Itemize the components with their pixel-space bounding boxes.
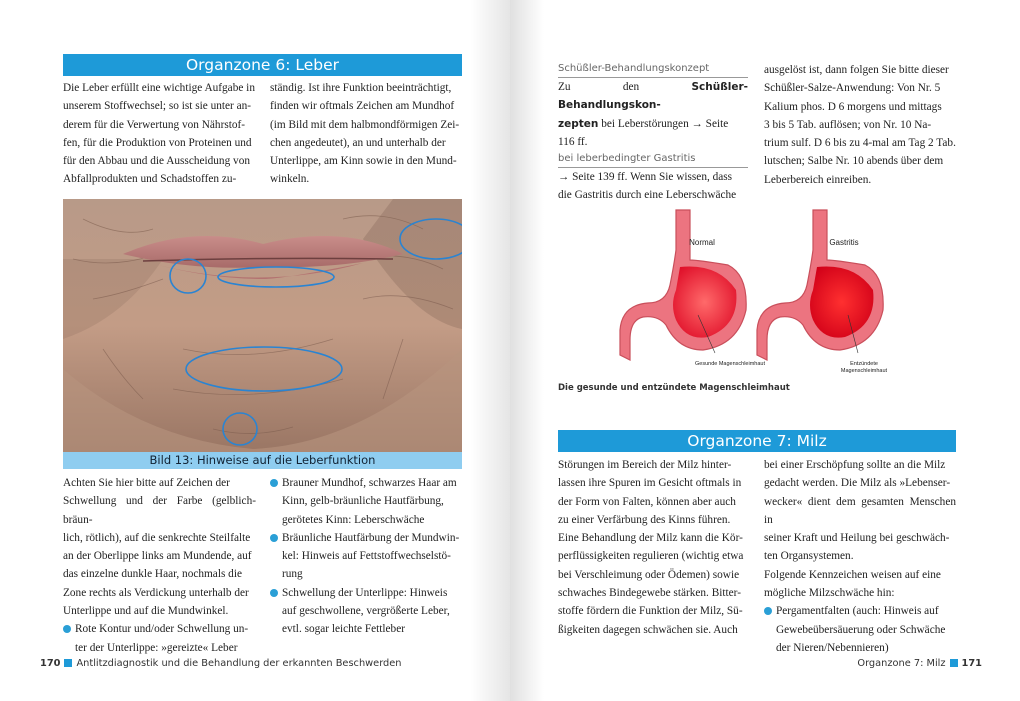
text-column-2 xyxy=(270,79,462,189)
text-line: derem für die Verwertung von Nährstof- xyxy=(63,118,246,131)
footer-left xyxy=(40,658,402,669)
text-line: bei Verschleimung oder Ödemen) sowie xyxy=(558,568,740,581)
subheading: bei leberbedingter Gastritis xyxy=(558,151,748,168)
bullet-item: Bräunliche Hautfärbung der Mundwin- xyxy=(270,529,462,547)
face-photo xyxy=(63,199,462,452)
text-line: seiner Kraft und Heilung bei geschwäch- xyxy=(764,532,950,545)
text-line: Störungen im Bereich der Milz hinter- xyxy=(558,459,732,471)
text-line: Folgende Kennzeichen weisen auf eine xyxy=(764,568,941,581)
text-line: Abfallprodukten und Schadstoffen zu- xyxy=(63,173,237,186)
text-line: der Nieren/Nebennieren) xyxy=(776,641,889,654)
text-line: an der Oberlippe links am Mundende, auf xyxy=(63,550,252,563)
text-line: ausgelöst ist, dann folgen Sie bitte dieser xyxy=(764,64,949,76)
stomach-gastritis xyxy=(757,210,883,360)
text-line: perflüssigkeiten regulieren (wichtig etwa xyxy=(558,550,744,563)
text-line: ständig. Ist ihre Funktion beeinträchtigt, xyxy=(270,82,452,94)
text-line: Achten Sie hier bitte auf Zeichen der xyxy=(63,477,230,489)
bullet-item: Brauner Mundhof, schwarzes Haar am xyxy=(270,474,462,492)
text-span: bei Leberstörungen → Seite xyxy=(598,117,729,130)
text-line: trium sulf. D 6 bis zu 4-mal am Tag 2 Tab. xyxy=(764,137,956,150)
text-line: zu einer Verfärbung des Kinns führen. xyxy=(558,513,731,526)
stomach-figure xyxy=(618,205,908,380)
face-illustration xyxy=(63,199,462,452)
text-line: Leberbereich einreiben. xyxy=(764,173,872,186)
text-line: schwaches Bindegewebe stärken. Bitter- xyxy=(558,587,741,600)
text-line: Unterlippe und auf die Mundwinkel. xyxy=(63,605,229,618)
gutter-shadow xyxy=(510,0,544,701)
text-line: rung xyxy=(282,568,303,581)
text-line: winkeln. xyxy=(270,173,310,186)
text-line: gerötetes Kinn: Leberschwäche xyxy=(282,513,425,526)
text-line: ßigkeiten dagegen schwächen sie. Auch xyxy=(558,623,738,636)
text-line: 116 ff. xyxy=(558,135,588,148)
bullet-item: Rote Kontur und/oder Schwellung un- xyxy=(63,620,256,638)
photo-caption: Bild 13: Hinweise auf die Leberfunktion xyxy=(63,452,462,469)
square-icon xyxy=(950,659,958,667)
text-line: finden wir oftmals Zeichen am Mundhof xyxy=(270,100,455,113)
bottom-text-column-1 xyxy=(558,456,748,639)
heading-organzone-6: Organzone 6: Leber xyxy=(63,54,462,76)
text-line: für den Abbau und die Ausscheidung von xyxy=(63,155,250,168)
text-span: Zu den xyxy=(558,81,692,93)
text-line: der Form von Falten, können aber auch xyxy=(558,495,736,508)
text-line: (im Bild mit dem halbmondförmigen Zei- xyxy=(270,118,460,131)
figure-caption: Die gesunde und entzündete Magenschleimhaut xyxy=(558,383,790,393)
text-line: ten Organsystemen. xyxy=(764,550,854,563)
heading-organzone-7: Organzone 7: Milz xyxy=(558,430,956,452)
label-healthy-mucosa: Gesunde Magenschleimhaut xyxy=(694,361,766,367)
text-line: das einzelne dunkle Haar, nochmals die xyxy=(63,568,242,581)
text-line: die Gastritis durch eine Leberschwäche xyxy=(558,189,737,202)
bullet-item: Schwellung der Unterlippe: Hinweis xyxy=(270,584,462,602)
text-line: bei einer Erschöpfung sollte an die Milz xyxy=(764,459,946,471)
text-line: stoffe fördern die Funktion der Milz, Sü- xyxy=(558,605,743,618)
text-line: 3 bis 5 Tab. auflösen; von Nr. 10 Na- xyxy=(764,118,932,131)
right-page xyxy=(510,0,1020,701)
label-inflamed-1: Entzündete xyxy=(850,361,878,367)
square-icon xyxy=(64,659,72,667)
text-line: kel: Hinweis auf Fettstoffwechselstö- xyxy=(282,550,451,563)
text-line: lassen ihre Spuren im Gesicht oftmals in xyxy=(558,477,742,490)
text-line: chen angedeutet), an und unterhalb der xyxy=(270,136,446,149)
text-line: Schüßler-Salze-Anwendung: Von Nr. 5 xyxy=(764,82,941,95)
text-line: wecker« dient dem gesamten Menschen in xyxy=(764,495,956,526)
label-inflamed-2: Magenschleimhaut xyxy=(840,368,888,374)
text-line: Gewebeübersäuerung oder Schwäche xyxy=(776,623,946,636)
bullet-item: Pergamentfalten (auch: Hinweis auf xyxy=(764,602,956,620)
bottom-text-column-2 xyxy=(764,456,956,657)
page-number: 170 xyxy=(40,658,61,669)
text-line: Die Leber erfüllt eine wichtige Aufgabe in xyxy=(63,82,255,94)
label-gastritis: Gastritis xyxy=(829,238,859,247)
bold-text: zepten xyxy=(558,117,599,130)
text-line: auf geschwollene, vergrößerte Leber, xyxy=(282,605,450,618)
page-number: 171 xyxy=(961,658,982,669)
label-normal: Normal xyxy=(689,238,715,247)
text-line: lutschen; Salbe Nr. 10 abends über dem xyxy=(764,155,944,168)
running-title: Organzone 7: Milz xyxy=(857,658,946,669)
text-line: Kinn, gelb-bräunliche Hautfärbung, xyxy=(282,495,444,508)
text-line: Eine Behandlung der Milz kann die Kör- xyxy=(558,532,743,545)
text-line: mögliche Milzschwäche hin: xyxy=(764,587,895,600)
bold-text: Schüßler-Behandlungskon- xyxy=(558,81,748,112)
text-line xyxy=(558,78,748,115)
text-line: → Seite 139 ff. Wenn Sie wissen, dass xyxy=(558,171,733,184)
text-line: Schwellung und der Farbe (gelblich-bräun- xyxy=(63,495,256,526)
text-column-1 xyxy=(558,61,748,205)
text-line: lich, rötlich), auf die senkrechte Steilfalte xyxy=(63,531,251,544)
text-line: Zone rechts als Verdickung unterhalb der xyxy=(63,586,249,599)
text-line: fen, für die Produktion von Proteinen und xyxy=(63,136,252,149)
text-line: Kalium phos. D 6 morgens und mittags xyxy=(764,100,942,113)
text-line: unserem Stoffwechsel; so ist sie unter an- xyxy=(63,100,252,113)
footer-right xyxy=(857,658,982,669)
text-line xyxy=(558,115,748,133)
subheading: Schüßler-Behandlungskonzept xyxy=(558,61,748,78)
text-line: ter der Unterlippe: »gereizte« Leber xyxy=(75,641,238,654)
text-column-1 xyxy=(63,79,256,189)
text-line: gedacht werden. Die Milz als »Lebenser- xyxy=(764,477,951,490)
text-column-2 xyxy=(764,61,956,189)
text-line: evtl. sogar leichte Fettleber xyxy=(282,623,405,636)
running-title: Antlitzdiagnostik und die Behandlung der erkannten Beschwerden xyxy=(76,658,402,669)
bottom-text-column-2 xyxy=(270,474,462,639)
stomach-normal xyxy=(620,210,746,360)
gutter-shadow xyxy=(470,0,510,701)
bottom-text-column-1 xyxy=(63,474,256,657)
text-line: Unterlippe, am Kinn sowie in den Mund- xyxy=(270,155,457,168)
